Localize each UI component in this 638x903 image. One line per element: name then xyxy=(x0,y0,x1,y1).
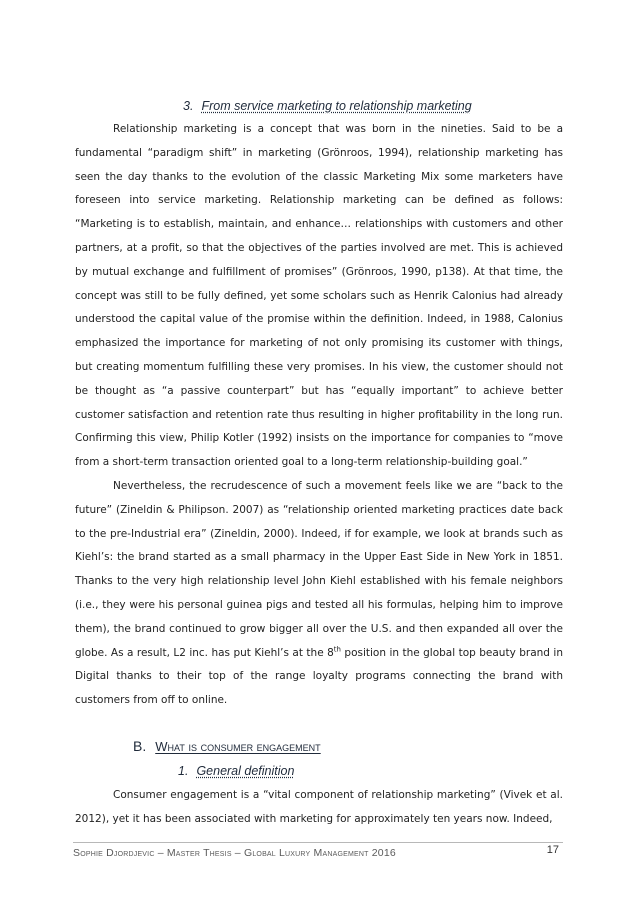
section-b-letter: B. xyxy=(133,738,147,754)
paragraph-2-text-b: position in the global top beauty brand in Digital thanks to their top of the range loyalty programs connecting the brand with customers from off to online. xyxy=(75,646,563,707)
section-3-title: From service marketing to relationship marketing xyxy=(201,99,472,113)
body-text-block xyxy=(75,118,563,713)
section-3-heading xyxy=(183,99,472,113)
footer-author-title: Sophie Djordjevic – Master Thesis – Global Luxury Management 2016 xyxy=(73,847,396,859)
section-b-heading xyxy=(133,738,321,754)
superscript-th: th xyxy=(333,645,341,654)
paragraph-2-text-a: Nevertheless, the recrudescence of such a movement feels like we are “back to the future” (Zineldin & Philipson. 2007) as “relationship oriented marketing practices date back to the pre-Industrial era” (Zineldin, 2000). Indeed, if for example, we look at brands such as Kiehl’s: the brand started as a small pharmacy in the Upper East Side in New York in 1851. Thanks to the very high relationship level John Kiehl established with his female neighbors (i.e., they were his personal guinea pigs and tested all his formulas, helping him to improve them), the brand continued to grow bigger all over the U.S. and then expanded all over the globe. As a result, L2 inc. has put Kiehl’s at the 8 xyxy=(75,479,563,659)
section-b-title: What is consumer engagement xyxy=(155,739,321,754)
page-footer xyxy=(73,842,563,859)
page-number: 17 xyxy=(546,844,559,856)
section-3-number: 3. xyxy=(183,99,194,113)
paragraph-relationship-marketing: Relationship marketing is a concept that was born in the nineties. Said to be a fundamental “paradigm shift” in marketing (Grönroos, 1994), relationship marketing has seen the day thanks to the evolution of the classic Marketing Mix some marketers have foreseen into service marketing. Relationship marketing can be defined as follows: “Marketing is to establish, maintain, and enhance… relationships with customers and other partners, at a profit, so that the objectives of the parties involved are met. This is achieved by mutual exchange and fulfillment of promises” (Grönroos, 1990, p138). At that time, the concept was still to be fully defined, yet some scholars such as Henrik Calonius had already understood the capital value of the promise within the definition. Indeed, in 1988, Calonius emphasized the importance for marketing of not only promising its customer with things, but creating momentum fulfilling these very promises. In his view, the customer should not be thought as “a passive counterpart” but has “equally important” to achieve better customer satisfaction and retention rate thus resulting in higher profitability in the long run. Confirming this view, Philip Kotler (1992) insists on the importance for companies to “move from a short-term transaction oriented goal to a long-term relationship-building goal.” xyxy=(75,123,563,469)
paragraph-consumer-engagement: Consumer engagement is a “vital component of relationship marketing” (Vivek et al. 2012), yet it has been associated with marketing for approximately ten years now. Indeed, xyxy=(75,789,563,825)
subsection-1-number: 1. xyxy=(178,764,189,778)
subsection-1-title: General definition xyxy=(196,764,295,778)
subsection-1-heading xyxy=(178,764,294,778)
body-text-block-2 xyxy=(75,784,563,832)
paragraph-back-to-the-future xyxy=(75,475,563,713)
